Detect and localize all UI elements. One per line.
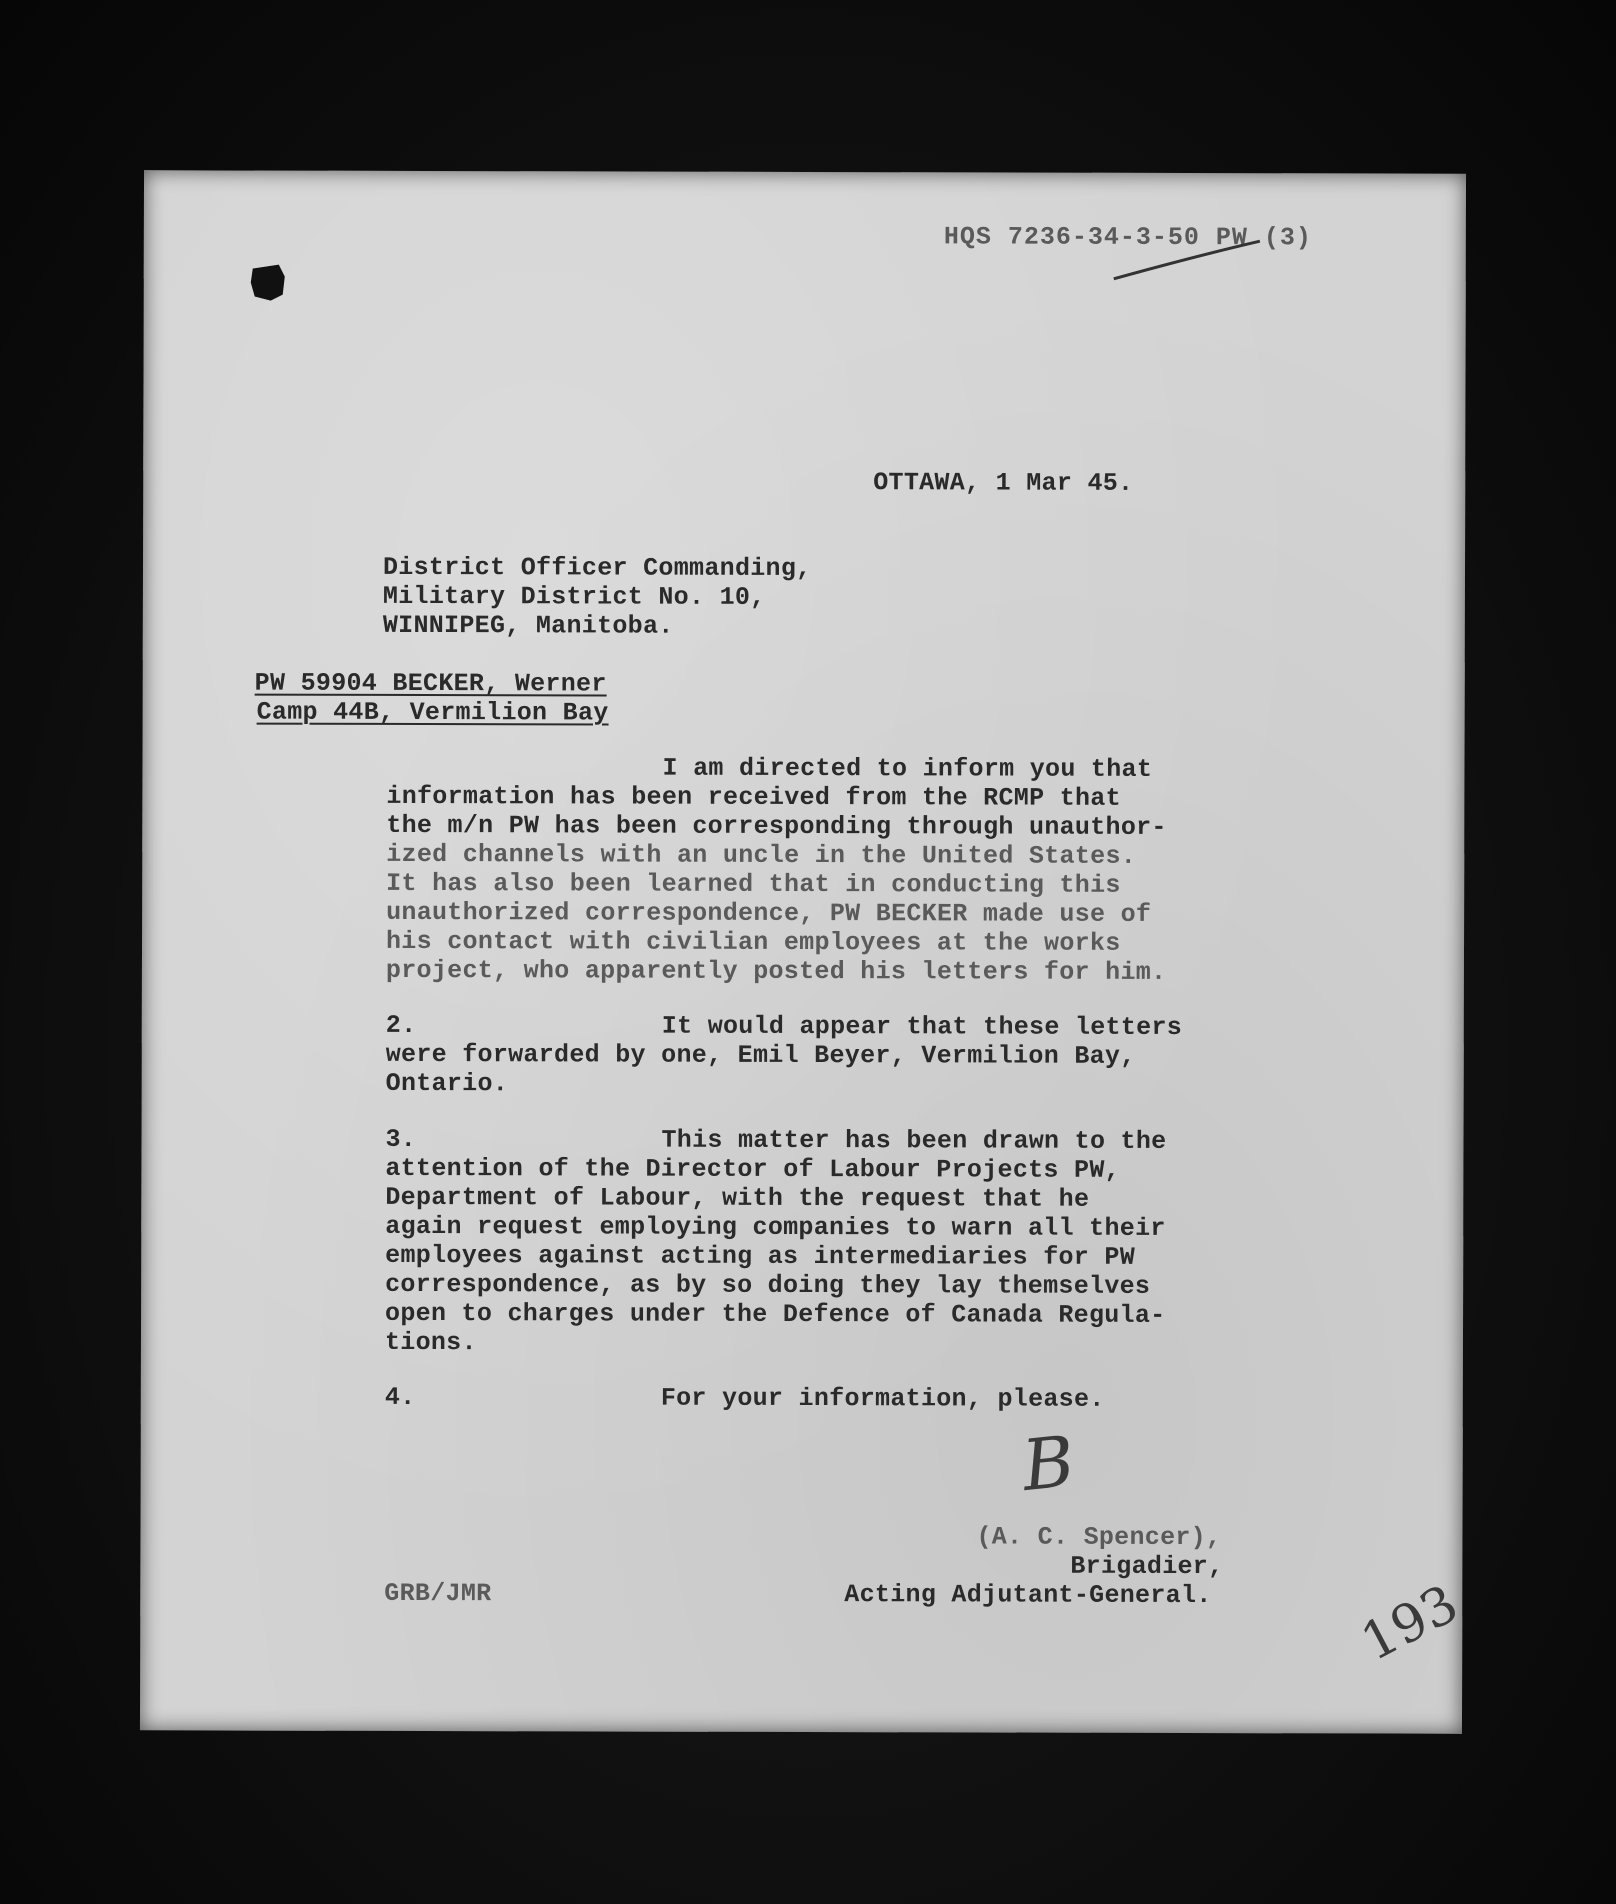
addressee-line-3: WINNIPEG, Manitoba.	[382, 610, 674, 641]
paragraph-1-line-6: unauthorized correspondence, PW BECKER made use of	[386, 897, 1152, 929]
paragraph-3-line-4: again request employing companies to warn all their	[385, 1211, 1166, 1243]
paragraph-3-line-3: Department of Labour, with the request that he	[385, 1182, 1090, 1214]
document-page	[140, 170, 1466, 1733]
paragraph-1-line-3: the m/n PW has been corresponding through unauthor-	[386, 810, 1167, 842]
reference-pen-stroke	[1110, 235, 1270, 285]
ink-blot-mark	[249, 263, 287, 303]
paragraph-3-number: 3.	[385, 1124, 417, 1154]
addressee-line-2: Military District No. 10,	[382, 581, 766, 612]
paragraph-1-line-1: I am directed to inform you that	[662, 753, 1153, 784]
paragraph-3-line-1: This matter has been drawn to the	[661, 1125, 1167, 1156]
subject-line-2: Camp 44B, Vermilion Bay	[256, 697, 609, 728]
paragraph-3-line-8: tions.	[384, 1327, 477, 1358]
paragraph-1-line-7: his contact with civilian employees at the works	[385, 926, 1121, 958]
paragraph-3-line-7: open to charges under the Defence of Canada Regula-	[385, 1298, 1166, 1330]
subject-line-1: PW 59904 BECKER, Werner	[254, 668, 607, 699]
signature-name: (A. C. Spencer),	[976, 1522, 1222, 1553]
signature-rank: Brigadier,	[1070, 1551, 1224, 1582]
typist-initials: GRB/JMR	[384, 1578, 492, 1609]
paragraph-3-line-5: employees against acting as intermediaries for PW	[385, 1240, 1136, 1272]
paragraph-2-line-2: were forwarded by one, Emil Beyer, Vermilion Bay,	[385, 1039, 1136, 1071]
paragraph-4-number: 4.	[384, 1382, 416, 1412]
paragraph-3-line-2: attention of the Director of Labour Projects PW,	[385, 1153, 1120, 1185]
signature-title: Acting Adjutant-General.	[844, 1580, 1212, 1611]
paragraph-2-line-3: Ontario.	[385, 1068, 509, 1099]
handwritten-initial: B	[1018, 1420, 1079, 1508]
addressee-line-1: District Officer Commanding,	[382, 552, 812, 584]
paragraph-1-line-5: It has also been learned that in conducting this	[386, 868, 1121, 900]
paragraph-2-line-1: It would appear that these letters	[661, 1011, 1183, 1042]
paragraph-2-number: 2.	[385, 1010, 417, 1040]
paragraph-4-line-1: For your information, please.	[660, 1383, 1105, 1414]
paragraph-1-line-4: ized channels with an uncle in the United States.	[386, 839, 1137, 871]
paragraph-3-line-6: correspondence, as by so doing they lay themselves	[385, 1269, 1151, 1301]
paragraph-1-line-8: project, who apparently posted his letters for him.	[385, 955, 1167, 987]
reference-number: HQS 7236-34-3-50 PW (3)	[943, 222, 1312, 253]
date-line: OTTAWA, 1 Mar 45.	[873, 468, 1134, 498]
paragraph-1-line-2: information has been received from the RCMP that	[386, 781, 1121, 813]
handwritten-page-number: 193	[1351, 1573, 1468, 1674]
